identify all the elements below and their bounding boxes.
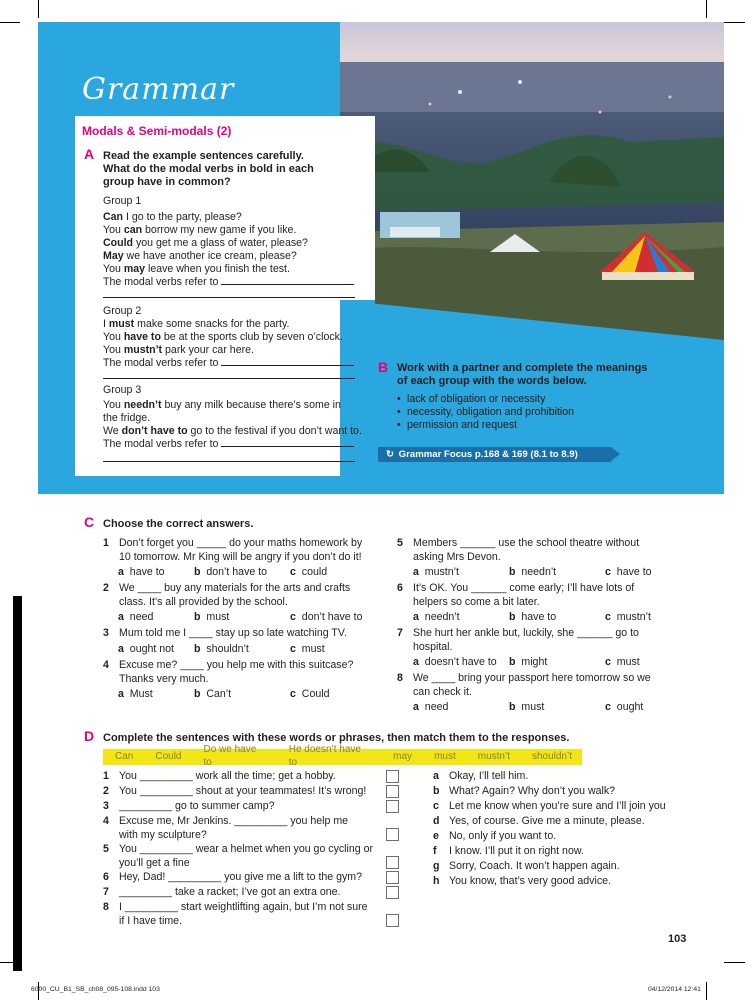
section-letter: C (84, 514, 95, 530)
answer-box[interactable] (386, 871, 399, 884)
festival-photo (340, 22, 724, 342)
section-letter: B (378, 359, 389, 375)
option-c[interactable]: c could (290, 566, 328, 578)
word-bank-item: mustn’t (477, 750, 510, 762)
option-a[interactable]: a needn’t (413, 611, 460, 623)
option-c[interactable]: c don’t have to (290, 611, 363, 623)
exercise-item: 6 It’s OK. You ______ come early; I’ll have lots of helpers so come a bit later. (397, 582, 635, 608)
example-sentence: Could you get me a glass of water, please? (103, 237, 308, 249)
refer-line: The modal verbs refer to (103, 276, 354, 290)
answer-blank[interactable] (103, 378, 355, 379)
response-item: d Yes, of course. Give me a minute, please. (433, 815, 645, 827)
answer-blank[interactable] (221, 365, 354, 366)
instruction-line: What do the modal verbs in bold in each (103, 163, 314, 175)
group-label: Group 3 (103, 384, 142, 396)
exercise-item: 7 _________ take a racket; I’ve got an extra one. (103, 886, 341, 898)
section-subtitle: Modals & Semi-modals (2) (82, 124, 232, 138)
chapter-side-tab (13, 596, 22, 971)
answer-blank[interactable] (103, 461, 355, 462)
instruction-line: Read the example sentences carefully. (103, 150, 304, 162)
option-a[interactable]: a doesn’t have to (413, 656, 497, 668)
option-b[interactable]: b must (509, 701, 545, 713)
grammar-focus-arrow (611, 447, 620, 461)
exercise-item: 3 Mum told me I ____ stay up so late watching TV. (103, 627, 347, 639)
group-label: Group 2 (103, 305, 142, 317)
example-sentence: You may leave when you finish the test. (103, 263, 290, 275)
example-sentence: Can I go to the party, please? (103, 211, 242, 223)
section-letter: A (84, 146, 95, 162)
crop-mark (0, 22, 20, 23)
instruction-line: Complete the sentences with these words or phrases, then match them to the responses. (103, 732, 570, 744)
group-label: Group 1 (103, 195, 142, 207)
option-c[interactable]: c ought (605, 701, 644, 713)
example-sentence: May we have another ice cream, please? (103, 250, 297, 262)
print-footer-file: 6000_CU_B1_SB_ch08_095-108.indd 103 (31, 986, 160, 993)
exercise-item: 4 Excuse me, Mr Jenkins. _________ you help me with my sculpture? (103, 815, 349, 841)
option-b[interactable]: b needn’t (509, 566, 557, 578)
response-item: f I know. I’ll put it on right now. (433, 845, 584, 857)
example-sentence: You needn’t buy any milk because there’s some in (103, 399, 341, 411)
instruction-line: of each group with the words below. (397, 375, 587, 387)
answer-box[interactable] (386, 914, 399, 927)
crop-mark (724, 22, 745, 23)
option-c[interactable]: c Could (290, 688, 330, 700)
option-b[interactable]: b have to (509, 611, 557, 623)
word-bank-item: shouldn’t (531, 750, 572, 762)
refresh-arrow-icon: ↻ (386, 449, 395, 460)
exercise-item: 1 You _________ work all the time; get a hobby. (103, 770, 336, 782)
exercise-item: 5 You _________ wear a helmet when you go cycling or you’ll get a fine (103, 843, 374, 869)
response-item: b What? Again? Why don’t you walk? (433, 785, 616, 797)
exercise-item: 5 Members ______ use the school theatre without asking Mrs Devon. (397, 537, 640, 563)
answer-box[interactable] (386, 828, 399, 841)
response-item: h You know, that’s very good advice. (433, 875, 611, 887)
answer-box[interactable] (386, 785, 399, 798)
option-b[interactable]: b shouldn’t (194, 643, 249, 655)
instruction-line: group have in common? (103, 176, 231, 188)
festival-photo-illustration (340, 22, 724, 342)
answer-box[interactable] (386, 800, 399, 813)
example-sentence: You mustn’t park your car here. (103, 344, 254, 356)
example-sentence: We don’t have to go to the festival if you don’t want to. (103, 425, 362, 437)
exercise-item: 2 You _________ shout at your teammates! It’s wrong! (103, 785, 367, 797)
crop-mark (706, 982, 707, 1000)
print-footer-date: 04/12/2014 12:41 (648, 986, 701, 993)
word-bank-item: Can (115, 750, 134, 762)
answer-blank[interactable] (221, 446, 354, 447)
section-letter: D (84, 728, 95, 744)
example-sentence: You can borrow my new game if you like. (103, 224, 297, 236)
example-sentence: the fridge. (103, 412, 151, 424)
option-b[interactable]: b don’t have to (194, 566, 268, 578)
option-c[interactable]: c have to (605, 566, 652, 578)
exercise-item: 6 Hey, Dad! _________ you give me a lift to the gym? (103, 871, 363, 883)
instruction-line: Choose the correct answers. (103, 518, 254, 530)
example-sentence: I must make some snacks for the party. (103, 318, 290, 330)
answer-box[interactable] (386, 886, 399, 899)
option-b[interactable]: b might (509, 656, 548, 668)
answer-box[interactable] (386, 770, 399, 783)
option-a[interactable]: a ought not (118, 643, 174, 655)
example-sentence: You have to be at the sports club by seven o’clock. (103, 331, 343, 343)
grammar-focus-label: Grammar Focus p.168 & 169 (8.1 to 8.9) (398, 449, 578, 460)
bullet-item: • necessity, obligation and prohibition (397, 406, 574, 420)
refer-line: The modal verbs refer to (103, 357, 354, 371)
word-bank-item: must (434, 750, 456, 762)
page-number: 103 (668, 933, 687, 945)
option-b[interactable]: b Can’t (194, 688, 232, 700)
option-a[interactable]: a mustn’t (413, 566, 459, 578)
exercise-item: 2 We ____ buy any materials for the arts and crafts class. It’s all provided by the school. (103, 582, 351, 608)
option-a[interactable]: a have to (118, 566, 165, 578)
response-item: a Okay, I’ll tell him. (433, 770, 529, 782)
option-c[interactable]: c mustn’t (605, 611, 651, 623)
option-a[interactable]: a need (118, 611, 154, 623)
option-b[interactable]: b must (194, 611, 230, 623)
option-a[interactable]: a need (413, 701, 449, 713)
word-bank-item: Could (155, 750, 182, 762)
answer-blank[interactable] (221, 284, 354, 285)
exercise-item: 1 Don’t forget you _____ do your maths homework by 10 tomorrow. Mr King will be angry if you don’t do it! (103, 537, 363, 563)
grammar-focus-link[interactable] (378, 447, 611, 462)
crop-mark (38, 0, 39, 18)
option-a[interactable]: a Must (118, 688, 153, 700)
option-c[interactable]: c must (290, 643, 325, 655)
word-bank-item: Do we have to (203, 744, 257, 768)
exercise-item: 8 I _________ start weightlifting again, but I’m not sure if I have time. (103, 901, 368, 927)
page-title: Grammar (82, 72, 235, 107)
refer-line: The modal verbs refer to (103, 438, 354, 452)
answer-blank[interactable] (103, 297, 355, 298)
bullet-item: • lack of obligation or necessity (397, 393, 545, 407)
exercise-item: 7 She hurt her ankle but, luckily, she ______ go to hospital. (397, 627, 639, 653)
response-item: g Sorry, Coach. It won’t happen again. (433, 860, 620, 872)
answer-box[interactable] (386, 856, 399, 869)
exercise-item: 3 _________ go to summer camp? (103, 800, 275, 812)
instruction-line: Work with a partner and complete the meanings (397, 362, 648, 374)
crop-mark (724, 962, 745, 963)
response-item: e No, only if you want to. (433, 830, 557, 842)
response-item: c Let me know when you’re sure and I’ll join you (433, 800, 666, 812)
word-bank (103, 744, 582, 768)
exercise-item: 8 We ____ bring your passport here tomorrow so we can check it. (397, 672, 651, 698)
bullet-item: • permission and request (397, 419, 517, 433)
crop-mark (706, 0, 707, 18)
word-bank-item: He doesn’t have to (288, 744, 361, 768)
word-bank-item: may (393, 750, 413, 762)
option-c[interactable]: c must (605, 656, 640, 668)
exercise-item: 4 Excuse me? ____ you help me with this suitcase? Thanks very much. (103, 659, 354, 685)
